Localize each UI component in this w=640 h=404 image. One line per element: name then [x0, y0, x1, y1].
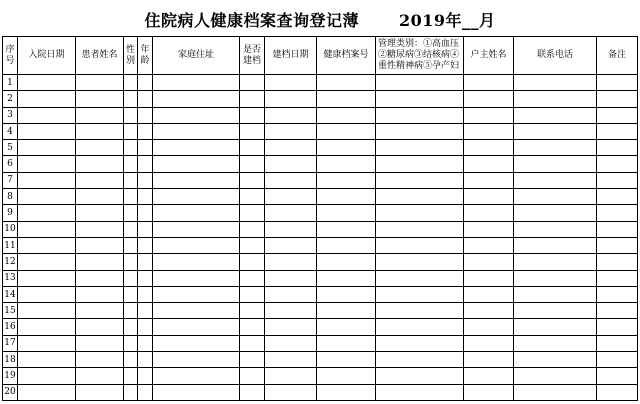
blank-cell[interactable] — [124, 384, 138, 400]
blank-cell[interactable] — [317, 140, 376, 156]
blank-cell[interactable] — [317, 189, 376, 205]
row-number: 11 — [3, 237, 18, 253]
blank-cell[interactable] — [514, 189, 597, 205]
blank-cell[interactable] — [514, 156, 597, 172]
blank-cell[interactable] — [138, 270, 153, 286]
row-number: 10 — [3, 221, 18, 237]
blank-cell[interactable] — [317, 303, 376, 319]
blank-cell[interactable] — [265, 303, 317, 319]
table-row — [3, 156, 638, 172]
col-header-seq: 序号 — [3, 37, 18, 75]
blank-cell[interactable] — [240, 156, 265, 172]
table-row — [3, 352, 638, 368]
blank-cell[interactable] — [514, 319, 597, 335]
blank-cell[interactable] — [597, 368, 638, 384]
table-row — [3, 286, 638, 302]
blank-cell[interactable] — [464, 237, 514, 253]
title-year-month: 2019年__月 — [398, 11, 496, 30]
row-number: 14 — [3, 286, 18, 302]
blank-cell[interactable] — [464, 123, 514, 139]
row-number: 2 — [3, 91, 18, 107]
blank-cell[interactable] — [317, 91, 376, 107]
blank-cell[interactable] — [376, 270, 464, 286]
blank-cell[interactable] — [124, 140, 138, 156]
blank-cell[interactable] — [464, 303, 514, 319]
row-number: 7 — [3, 172, 18, 188]
blank-cell[interactable] — [76, 303, 124, 319]
blank-cell[interactable] — [514, 352, 597, 368]
blank-cell[interactable] — [138, 368, 153, 384]
col-header-phone: 联系电话 — [514, 37, 597, 75]
blank-cell[interactable] — [153, 75, 240, 91]
blank-cell[interactable] — [514, 237, 597, 253]
blank-cell[interactable] — [76, 91, 124, 107]
table-row — [3, 221, 638, 237]
blank-cell[interactable] — [76, 335, 124, 351]
blank-cell[interactable] — [240, 205, 265, 221]
row-number: 13 — [3, 270, 18, 286]
blank-cell[interactable] — [597, 303, 638, 319]
blank-cell[interactable] — [265, 189, 317, 205]
blank-cell[interactable] — [464, 221, 514, 237]
blank-cell[interactable] — [597, 254, 638, 270]
blank-cell[interactable] — [376, 368, 464, 384]
blank-cell[interactable] — [240, 384, 265, 400]
blank-cell[interactable] — [153, 286, 240, 302]
blank-cell[interactable] — [240, 172, 265, 188]
blank-cell[interactable] — [514, 221, 597, 237]
blank-cell[interactable] — [138, 254, 153, 270]
blank-cell[interactable] — [597, 156, 638, 172]
blank-cell[interactable] — [153, 254, 240, 270]
row-number: 4 — [3, 123, 18, 139]
blank-cell[interactable] — [265, 91, 317, 107]
blank-cell[interactable] — [265, 286, 317, 302]
blank-cell[interactable] — [376, 335, 464, 351]
blank-cell[interactable] — [124, 319, 138, 335]
blank-cell[interactable] — [124, 254, 138, 270]
row-number: 9 — [3, 205, 18, 221]
blank-cell[interactable] — [317, 286, 376, 302]
blank-cell[interactable] — [153, 237, 240, 253]
blank-cell[interactable] — [317, 384, 376, 400]
blank-cell[interactable] — [138, 189, 153, 205]
blank-cell[interactable] — [240, 107, 265, 123]
blank-cell[interactable] — [514, 123, 597, 139]
col-header-mgmt-type: 管理类别：①高血压②糖尿病③结核病④重性精神病⑤孕产妇 — [376, 37, 464, 75]
register-table — [2, 36, 638, 401]
blank-cell[interactable] — [240, 368, 265, 384]
row-number: 18 — [3, 352, 18, 368]
blank-cell[interactable] — [124, 75, 138, 91]
blank-cell[interactable] — [124, 335, 138, 351]
blank-cell[interactable] — [18, 237, 76, 253]
blank-cell[interactable] — [240, 286, 265, 302]
row-number: 12 — [3, 254, 18, 270]
col-header-admit-date: 入院日期 — [18, 37, 76, 75]
blank-cell[interactable] — [76, 286, 124, 302]
blank-cell[interactable] — [597, 189, 638, 205]
blank-cell[interactable] — [376, 91, 464, 107]
blank-cell[interactable] — [153, 91, 240, 107]
blank-cell[interactable] — [265, 270, 317, 286]
row-number: 16 — [3, 319, 18, 335]
blank-cell[interactable] — [76, 123, 124, 139]
blank-cell[interactable] — [597, 335, 638, 351]
blank-cell[interactable] — [464, 384, 514, 400]
blank-cell[interactable] — [124, 303, 138, 319]
blank-cell[interactable] — [514, 75, 597, 91]
blank-cell[interactable] — [76, 254, 124, 270]
blank-cell[interactable] — [153, 172, 240, 188]
blank-cell[interactable] — [138, 221, 153, 237]
blank-cell[interactable] — [153, 221, 240, 237]
blank-cell[interactable] — [376, 384, 464, 400]
blank-cell[interactable] — [18, 352, 76, 368]
blank-cell[interactable] — [18, 205, 76, 221]
blank-cell[interactable] — [265, 254, 317, 270]
blank-cell[interactable] — [124, 107, 138, 123]
blank-cell[interactable] — [124, 286, 138, 302]
blank-cell[interactable] — [597, 286, 638, 302]
blank-cell[interactable] — [464, 319, 514, 335]
blank-cell[interactable] — [597, 237, 638, 253]
blank-cell[interactable] — [317, 237, 376, 253]
blank-cell[interactable] — [76, 221, 124, 237]
blank-cell[interactable] — [376, 221, 464, 237]
blank-cell[interactable] — [376, 189, 464, 205]
blank-cell[interactable] — [597, 91, 638, 107]
table-row — [3, 123, 638, 139]
blank-cell[interactable] — [76, 172, 124, 188]
blank-cell[interactable] — [138, 156, 153, 172]
blank-cell[interactable] — [240, 352, 265, 368]
blank-cell[interactable] — [597, 75, 638, 91]
row-number: 19 — [3, 368, 18, 384]
blank-cell[interactable] — [76, 368, 124, 384]
blank-cell[interactable] — [265, 156, 317, 172]
title-main: 住院病人健康档案查询登记薄 — [144, 11, 359, 30]
blank-cell[interactable] — [317, 107, 376, 123]
blank-cell[interactable] — [514, 286, 597, 302]
page-title — [0, 8, 640, 31]
blank-cell[interactable] — [376, 205, 464, 221]
row-number: 17 — [3, 335, 18, 351]
row-number: 20 — [3, 384, 18, 400]
blank-cell[interactable] — [514, 384, 597, 400]
blank-cell[interactable] — [317, 75, 376, 91]
blank-cell[interactable] — [376, 237, 464, 253]
blank-cell[interactable] — [317, 270, 376, 286]
blank-cell[interactable] — [240, 254, 265, 270]
blank-cell[interactable] — [138, 205, 153, 221]
blank-cell[interactable] — [464, 270, 514, 286]
blank-cell[interactable] — [376, 107, 464, 123]
table-row — [3, 237, 638, 253]
blank-cell[interactable] — [597, 352, 638, 368]
blank-cell[interactable] — [138, 352, 153, 368]
blank-cell[interactable] — [464, 205, 514, 221]
blank-cell[interactable] — [76, 205, 124, 221]
blank-cell[interactable] — [153, 107, 240, 123]
blank-cell[interactable] — [597, 205, 638, 221]
col-header-gender: 性别 — [124, 37, 138, 75]
row-number: 5 — [3, 140, 18, 156]
blank-cell[interactable] — [514, 270, 597, 286]
blank-cell[interactable] — [18, 270, 76, 286]
blank-cell[interactable] — [153, 140, 240, 156]
blank-cell[interactable] — [464, 172, 514, 188]
blank-cell[interactable] — [376, 319, 464, 335]
blank-cell[interactable] — [514, 172, 597, 188]
blank-cell[interactable] — [265, 352, 317, 368]
blank-cell[interactable] — [153, 123, 240, 139]
blank-cell[interactable] — [18, 189, 76, 205]
blank-cell[interactable] — [124, 368, 138, 384]
table-row — [3, 254, 638, 270]
blank-cell[interactable] — [18, 221, 76, 237]
blank-cell[interactable] — [18, 254, 76, 270]
blank-cell[interactable] — [317, 156, 376, 172]
blank-cell[interactable] — [317, 352, 376, 368]
blank-cell[interactable] — [18, 140, 76, 156]
blank-cell[interactable] — [138, 237, 153, 253]
blank-cell[interactable] — [514, 368, 597, 384]
blank-cell[interactable] — [514, 91, 597, 107]
blank-cell[interactable] — [376, 352, 464, 368]
blank-cell[interactable] — [124, 352, 138, 368]
blank-cell[interactable] — [76, 140, 124, 156]
blank-cell[interactable] — [376, 286, 464, 302]
blank-cell[interactable] — [376, 254, 464, 270]
blank-cell[interactable] — [18, 319, 76, 335]
col-header-record-date: 建档日期 — [265, 37, 317, 75]
blank-cell[interactable] — [138, 335, 153, 351]
blank-cell[interactable] — [376, 172, 464, 188]
blank-cell[interactable] — [317, 172, 376, 188]
blank-cell[interactable] — [18, 123, 76, 139]
blank-cell[interactable] — [317, 368, 376, 384]
blank-cell[interactable] — [240, 335, 265, 351]
blank-cell[interactable] — [124, 237, 138, 253]
col-header-record-no: 健康档案号 — [317, 37, 376, 75]
blank-cell[interactable] — [464, 140, 514, 156]
row-number: 15 — [3, 303, 18, 319]
blank-cell[interactable] — [376, 303, 464, 319]
blank-cell[interactable] — [153, 335, 240, 351]
blank-cell[interactable] — [265, 75, 317, 91]
blank-cell[interactable] — [138, 91, 153, 107]
blank-cell[interactable] — [240, 140, 265, 156]
blank-cell[interactable] — [18, 75, 76, 91]
table-row — [3, 384, 638, 400]
blank-cell[interactable] — [265, 384, 317, 400]
table-row — [3, 303, 638, 319]
col-header-notes: 备注 — [597, 37, 638, 75]
blank-cell[interactable] — [124, 221, 138, 237]
blank-cell[interactable] — [124, 189, 138, 205]
row-number: 8 — [3, 189, 18, 205]
table-row — [3, 172, 638, 188]
blank-cell[interactable] — [240, 91, 265, 107]
blank-cell[interactable] — [597, 140, 638, 156]
blank-cell[interactable] — [153, 156, 240, 172]
blank-cell[interactable] — [138, 75, 153, 91]
blank-cell[interactable] — [153, 189, 240, 205]
blank-cell[interactable] — [464, 335, 514, 351]
blank-cell[interactable] — [464, 156, 514, 172]
blank-cell[interactable] — [18, 107, 76, 123]
blank-cell[interactable] — [153, 384, 240, 400]
blank-cell[interactable] — [376, 156, 464, 172]
blank-cell[interactable] — [464, 254, 514, 270]
blank-cell[interactable] — [265, 221, 317, 237]
blank-cell[interactable] — [240, 319, 265, 335]
blank-cell[interactable] — [76, 270, 124, 286]
blank-cell[interactable] — [597, 221, 638, 237]
blank-cell[interactable] — [464, 189, 514, 205]
blank-cell[interactable] — [317, 319, 376, 335]
blank-cell[interactable] — [124, 123, 138, 139]
blank-cell[interactable] — [76, 107, 124, 123]
blank-cell[interactable] — [514, 140, 597, 156]
blank-cell[interactable] — [153, 205, 240, 221]
blank-cell[interactable] — [514, 205, 597, 221]
table-row — [3, 335, 638, 351]
blank-cell[interactable] — [597, 172, 638, 188]
blank-cell[interactable] — [138, 303, 153, 319]
blank-cell[interactable] — [514, 254, 597, 270]
col-header-has-record: 是否建档 — [240, 37, 265, 75]
blank-cell[interactable] — [240, 303, 265, 319]
blank-cell[interactable] — [18, 384, 76, 400]
blank-cell[interactable] — [138, 319, 153, 335]
blank-cell[interactable] — [138, 107, 153, 123]
blank-cell[interactable] — [18, 286, 76, 302]
blank-cell[interactable] — [153, 270, 240, 286]
blank-cell[interactable] — [265, 237, 317, 253]
blank-cell[interactable] — [464, 75, 514, 91]
blank-cell[interactable] — [76, 189, 124, 205]
blank-cell[interactable] — [464, 368, 514, 384]
blank-cell[interactable] — [376, 75, 464, 91]
blank-cell[interactable] — [464, 286, 514, 302]
blank-cell[interactable] — [240, 75, 265, 91]
blank-cell[interactable] — [76, 352, 124, 368]
blank-cell[interactable] — [153, 368, 240, 384]
blank-cell[interactable] — [265, 172, 317, 188]
col-header-patient-name: 患者姓名 — [76, 37, 124, 75]
blank-cell[interactable] — [138, 286, 153, 302]
blank-cell[interactable] — [124, 205, 138, 221]
blank-cell[interactable] — [76, 384, 124, 400]
col-header-age: 年龄 — [138, 37, 153, 75]
blank-cell[interactable] — [376, 123, 464, 139]
blank-cell[interactable] — [138, 172, 153, 188]
blank-cell[interactable] — [18, 172, 76, 188]
blank-cell[interactable] — [265, 368, 317, 384]
blank-cell[interactable] — [153, 303, 240, 319]
blank-cell[interactable] — [153, 352, 240, 368]
blank-cell[interactable] — [317, 335, 376, 351]
blank-cell[interactable] — [597, 270, 638, 286]
table-row — [3, 75, 638, 91]
blank-cell[interactable] — [514, 303, 597, 319]
blank-cell[interactable] — [597, 123, 638, 139]
row-number: 6 — [3, 156, 18, 172]
blank-cell[interactable] — [317, 205, 376, 221]
blank-cell[interactable] — [597, 384, 638, 400]
blank-cell[interactable] — [597, 107, 638, 123]
blank-cell[interactable] — [265, 107, 317, 123]
blank-cell[interactable] — [18, 335, 76, 351]
blank-cell[interactable] — [76, 319, 124, 335]
table-row — [3, 270, 638, 286]
blank-cell[interactable] — [265, 319, 317, 335]
blank-cell[interactable] — [76, 156, 124, 172]
table-row — [3, 107, 638, 123]
blank-cell[interactable] — [18, 156, 76, 172]
blank-cell[interactable] — [514, 335, 597, 351]
table-row — [3, 140, 638, 156]
table-row — [3, 91, 638, 107]
col-header-householder: 户主姓名 — [464, 37, 514, 75]
blank-cell[interactable] — [597, 319, 638, 335]
blank-cell[interactable] — [76, 75, 124, 91]
header-row — [3, 37, 638, 75]
blank-cell[interactable] — [124, 156, 138, 172]
blank-cell[interactable] — [138, 123, 153, 139]
blank-cell[interactable] — [138, 140, 153, 156]
blank-cell[interactable] — [18, 91, 76, 107]
table-row — [3, 205, 638, 221]
blank-cell[interactable] — [514, 107, 597, 123]
blank-cell[interactable] — [240, 123, 265, 139]
blank-cell[interactable] — [124, 270, 138, 286]
blank-cell[interactable] — [265, 205, 317, 221]
blank-cell[interactable] — [376, 140, 464, 156]
blank-cell[interactable] — [153, 319, 240, 335]
blank-cell[interactable] — [317, 123, 376, 139]
blank-cell[interactable] — [240, 270, 265, 286]
blank-cell[interactable] — [240, 237, 265, 253]
col-header-address: 家庭住址 — [153, 37, 240, 75]
blank-cell[interactable] — [464, 107, 514, 123]
table-row — [3, 368, 638, 384]
blank-cell[interactable] — [124, 172, 138, 188]
blank-cell[interactable] — [464, 352, 514, 368]
blank-cell[interactable] — [265, 335, 317, 351]
table-row — [3, 319, 638, 335]
row-number: 3 — [3, 107, 18, 123]
blank-cell[interactable] — [317, 254, 376, 270]
blank-cell[interactable] — [265, 140, 317, 156]
blank-cell[interactable] — [240, 189, 265, 205]
blank-cell[interactable] — [138, 384, 153, 400]
blank-cell[interactable] — [464, 91, 514, 107]
blank-cell[interactable] — [124, 91, 138, 107]
blank-cell[interactable] — [265, 123, 317, 139]
blank-cell[interactable] — [18, 368, 76, 384]
blank-cell[interactable] — [76, 237, 124, 253]
blank-cell[interactable] — [317, 221, 376, 237]
row-number: 1 — [3, 75, 18, 91]
blank-cell[interactable] — [240, 221, 265, 237]
table-row — [3, 189, 638, 205]
blank-cell[interactable] — [18, 303, 76, 319]
